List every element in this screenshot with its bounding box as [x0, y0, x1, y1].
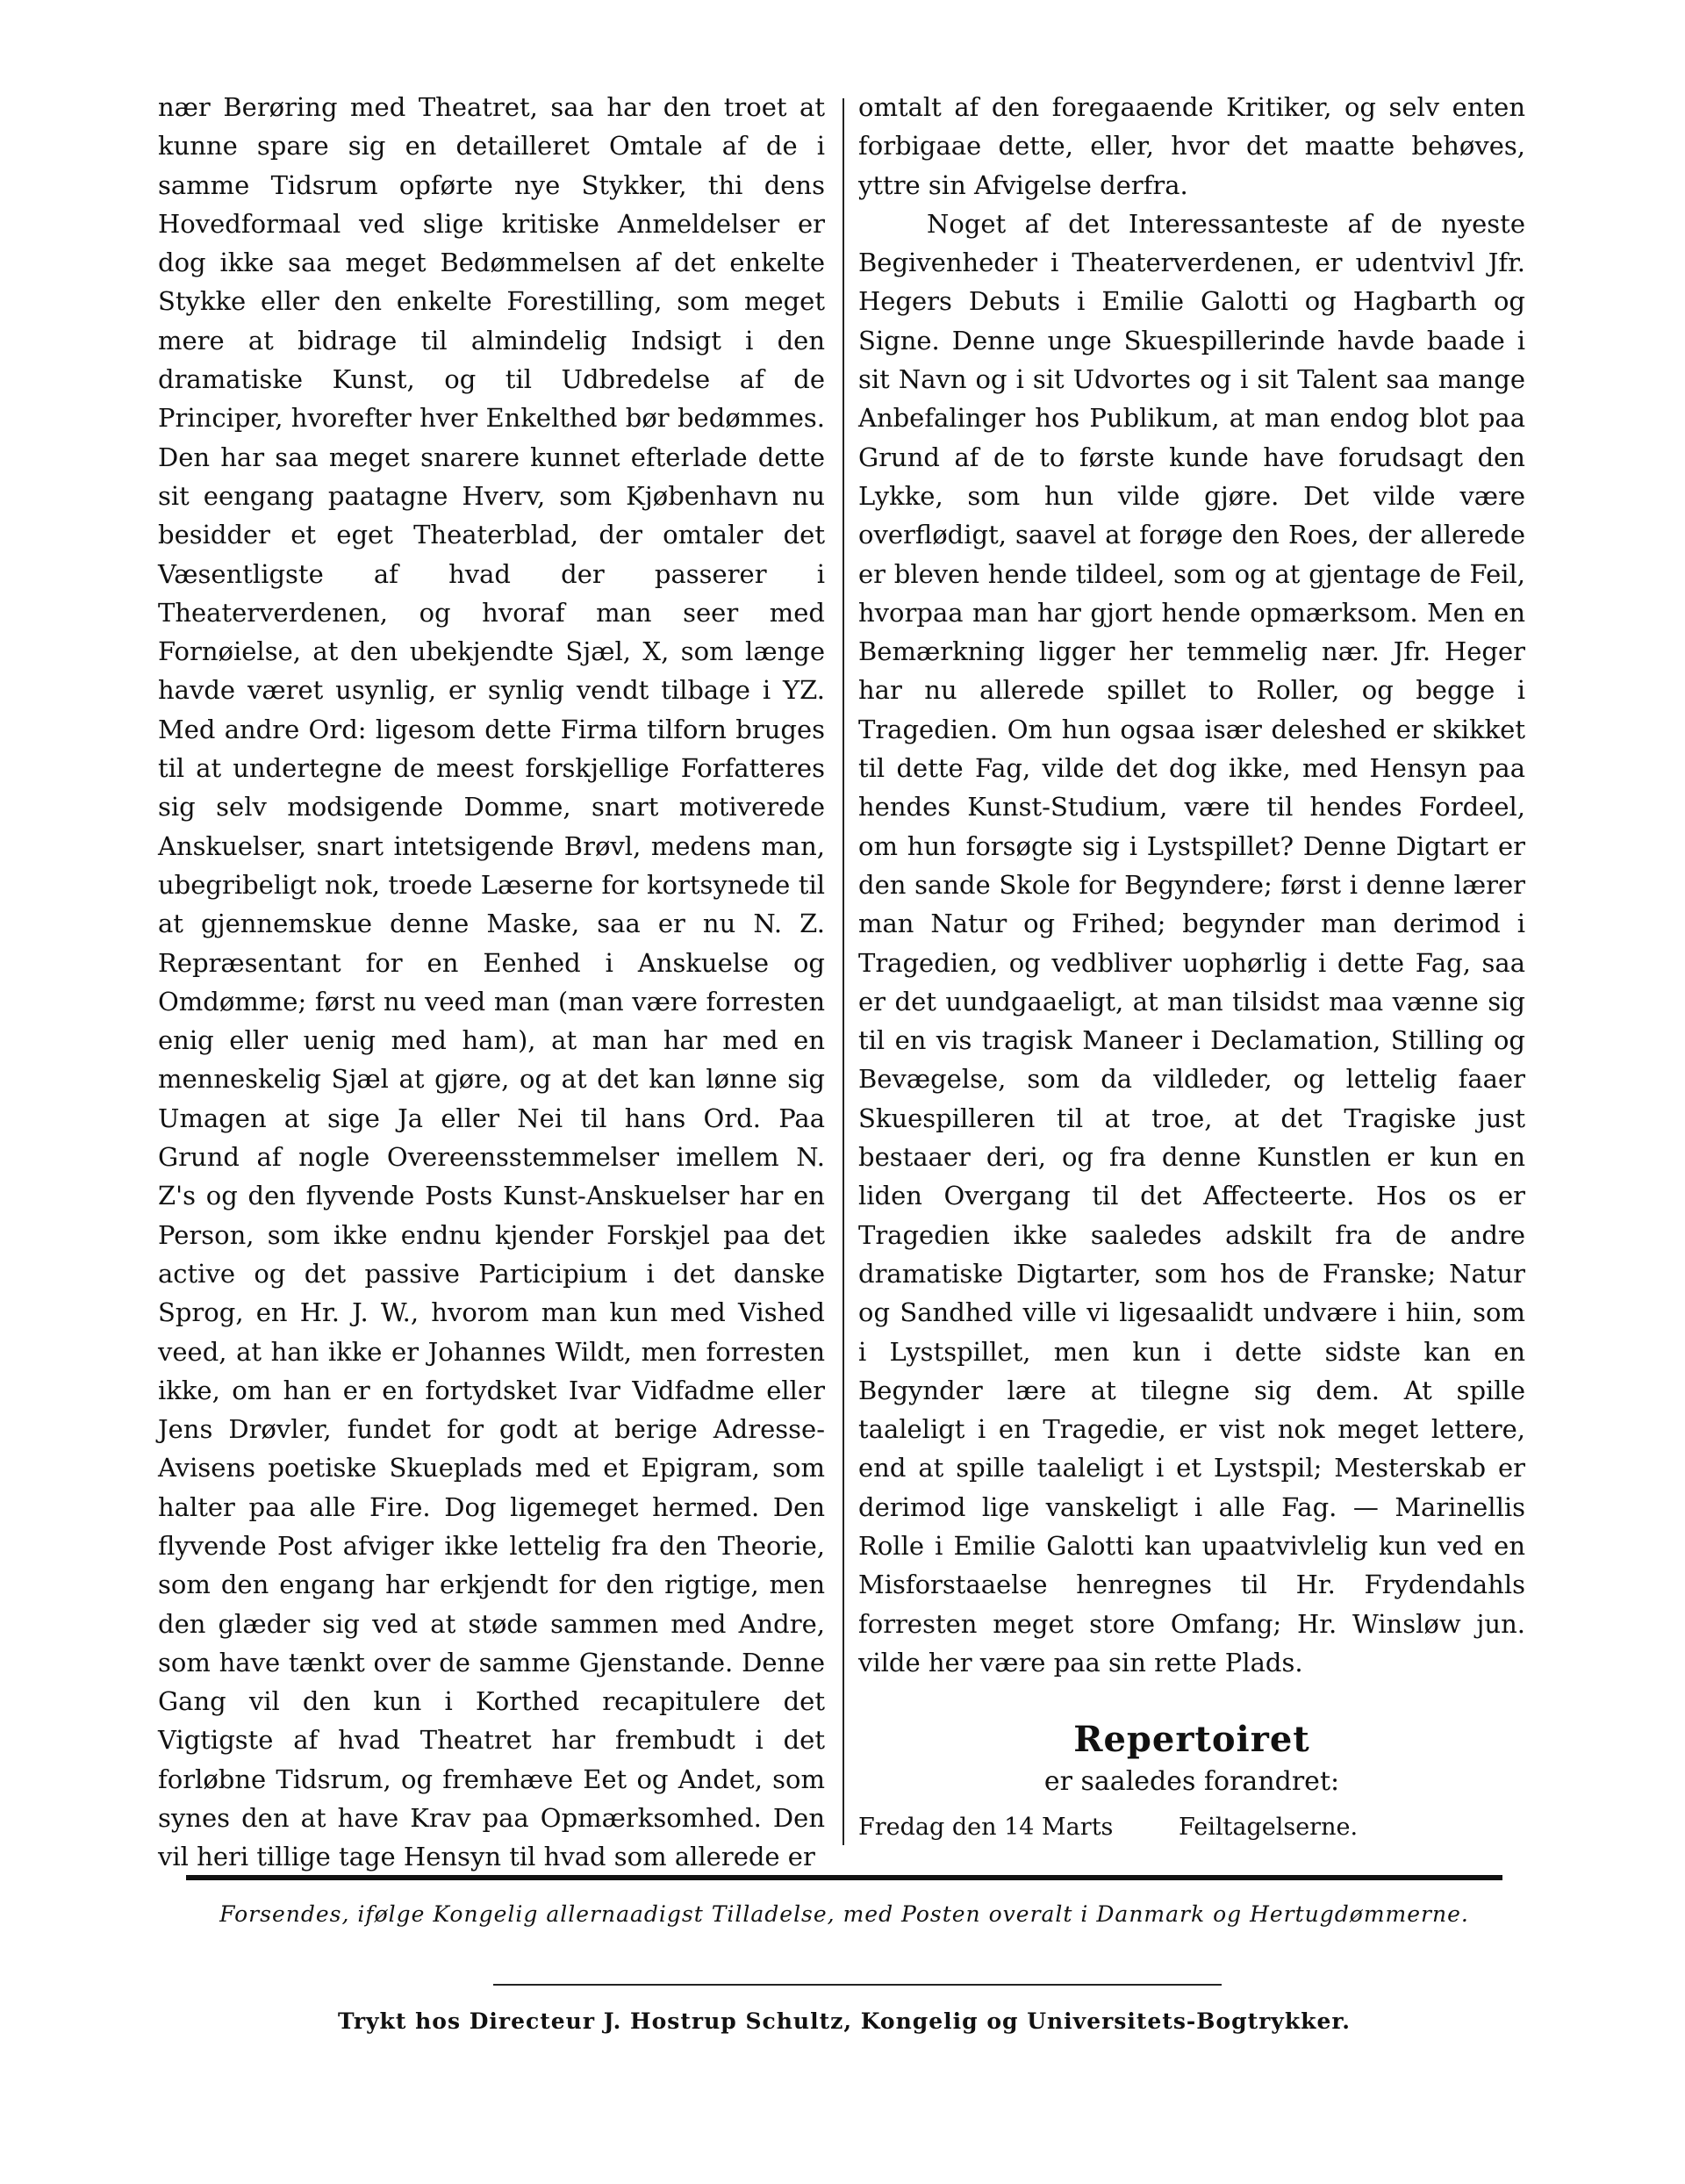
- footer-divider-thick: [186, 1875, 1502, 1880]
- repertoire-date: Fredag den 14 Marts: [858, 1814, 1114, 1841]
- right-column: [858, 88, 1525, 1682]
- right-paragraph-heger: Noget af det Interessanteste af de nyeste Begivenheder i Theaterverdenen, er udentvivl Jfr. Hegers Debuts i Emilie Galotti og Hagbarth og Signe. Denne unge Skuespillerinde havde baade i sit Navn og i sit Udvortes og i sit Talent saa mange Anbefalinger hos Publikum, at man endog blot paa Grund af de to første kunde have forudsagt den Lykke, som hun vilde gjøre. Det vilde være overflødigt, saavel at forøge den Roes, der allerede er bleven hende tildeel, som og at gjentage de Feil, hvorpaa man har gjort hende opmærksom. Men en Bemærkning ligger her temmelig nær. Jfr. Heger har nu allerede spillet to Roller, og begge i Tragedien. Om hun ogsaa især deleshed er skikket til dette Fag, vilde det dog ikke, med Hensyn paa hendes Kunst-Studium, være til hendes Fordeel, om hun forsøgte sig i Lystspillet? Denne Digtart er den sande Skole for Begyndere; først i denne lærer man Natur og Frihed; begynder man derimod i Tragedien, og vedbliver uophørlig i dette Fag, saa er det uundgaaeligt, at man tilsidst maa vænne sig til en vis tragisk Maneer i Declamation, Stilling og Bevægelse, som da vildleder, og lettelig faaer Skuespilleren til at troe, at det Tragiske just bestaaer deri, og fra denne Kunstlen er kun en liden Overgang til det Affecteerte. Hos os er Tragedien ikke saaledes adskilt fra de andre dramatiske Digtarter, som hos de Franske; Natur og Sandhed ville vi ligesaalidt undvære i hiin, som i Lystspillet, men kun i dette sidste kan en Begynder lære at tilegne sig dem. At spille taaleligt i en Tragedie, er vist nok meget lettere, end at spille taaleligt i et Lystspil; Mesterskab er derimod lige vanskeligt i alle Fag. — Marinellis Rolle i Emilie Galotti kan upaatvivlelig kun ved en Misforstaaelse henregnes til Hr. Frydendahls forresten meget store Omfang; Hr. Winsløw jun. vilde her være paa sin rette Plads.: [858, 208, 1525, 1678]
- footer-divider-thin: [493, 1984, 1222, 1986]
- repertoire-play: Feiltagelserne.: [1179, 1814, 1359, 1841]
- right-paragraph-continuation: omtalt af den foregaaende Kritiker, og selv enten forbigaae dette, eller, hvor det maatte behøves, yttre sin Afvigelse derfra.: [858, 92, 1525, 200]
- distribution-notice: Forsendes, ifølge Kongelig allernaadigst Tilladelse, med Posten overalt i Danmark og Hertugdømmerne.: [219, 1901, 1469, 1927]
- repertoire-subheading: er saaledes forandret:: [1043, 1766, 1340, 1797]
- printer-imprint: Trykt hos Directeur J. Hostrup Schultz, Kongelig og Universitets-Bogtrykker.: [338, 2008, 1351, 2034]
- left-paragraph: nær Berøring med Theatret, saa har den troet at kunne spare sig en detailleret Omtale af de i samme Tidsrum opførte nye Stykker, thi dens Hovedformaal ved slige kritiske Anmeldelser er dog ikke saa meget Bedømmelsen af det enkelte Stykke eller den enkelte Forestilling, som meget mere at bidrage til almindelig Indsigt i den dramatiske Kunst, og til Udbredelse af de Principer, hvorefter hver Enkelthed bør bedømmes. Den har saa meget snarere kunnet efterlade dette sit eengang paatagne Hverv, som Kjøbenhavn nu besidder et eget Theaterblad, der omtaler det Væsentligste af hvad der passerer i Theaterverdenen, og hvoraf man seer med Fornøielse, at den ubekjendte Sjæl, X, som længe havde været usynlig, er synlig vendt tilbage i YZ. Med andre Ord: ligesom dette Firma tilforn bruges til at undertegne de meest forskjellige Forfatteres sig selv modsigende Domme, snart motiverede Anskuelser, snart intetsigende Brøvl, medens man, ubegribeligt nok, troede Læserne for kortsynede til at gjennemskue denne Maske, saa er nu N. Z. Repræsentant for en Eenhed i Anskuelse og Omdømme; først nu veed man (man være forresten enig eller uenig med ham), at man har med en menneskelig Sjæl at gjøre, og at det kan lønne sig Umagen at sige Ja eller Nei til hans Ord. Paa Grund af nogle Overeensstemmelser imellem N. Z's og den flyvende Posts Kunst-Anskuelser har en Person, som ikke endnu kjender Forskjel paa det active og det passive Participium i det danske Sprog, en Hr. J. W., hvorom man kun med Vished veed, at han ikke er Johannes Wildt, men forresten ikke, om han er en fortydsket Ivar Vidfadme eller Jens Drøvler, fundet for godt at berige Adresse-Avisens poetiske Skueplads med et Epigram, som halter paa alle Fire. Dog ligemeget hermed. Den flyvende Post afviger ikke lettelig fra den Theorie, som den engang har erkjendt for den rigtige, men den glæder sig ved at støde sammen med Andre, som have tænkt over de samme Gjenstande. Denne Gang vil den kun i Korthed recapitulere det Vigtigste af hvad Theatret har frembudt i det forløbne Tidsrum, og fremhæve Eet og Andet, som synes den at have Krav paa Opmærksomhed. Den vil heri tillige tage Hensyn til hvad som allerede er: [158, 92, 825, 1872]
- repertoire-heading: Repertoiret: [1073, 1719, 1310, 1760]
- column-divider: [842, 98, 844, 1845]
- repertoire-entry: [858, 1814, 1525, 1841]
- left-column: [158, 88, 825, 1877]
